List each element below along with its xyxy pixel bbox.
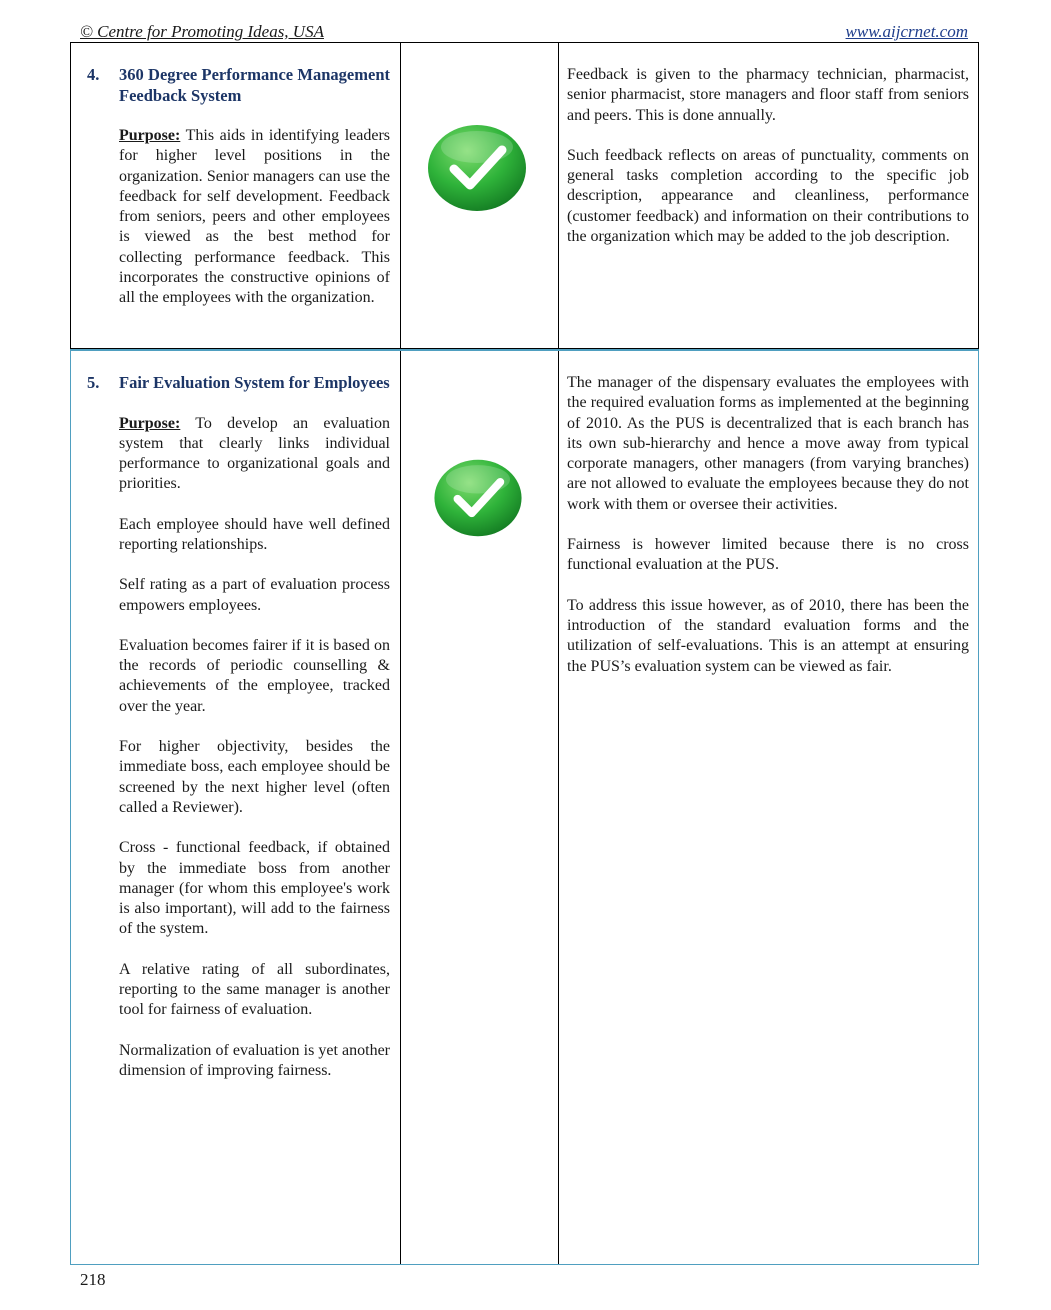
- purpose-label: Purpose:: [119, 414, 181, 432]
- comparison-table: [70, 42, 979, 1265]
- table-row: [70, 349, 979, 1265]
- journal-website-link[interactable]: www.aijcrnet.com: [845, 22, 968, 41]
- criterion-number: 4.: [87, 65, 100, 84]
- criterion-paragraph: A relative rating of all subordinates, reporting to the same manager is another tool for fairness of evaluation.: [119, 960, 390, 1019]
- criterion-title: Fair Evaluation System for Employees: [119, 373, 390, 392]
- findings-paragraph: The manager of the dispensary evaluates the employees with the required evaluation forms as implemented at the beginning of 2010. As the PUS is decentralized that is each branch has its own sub-hierarchy and hence a move away from typical corporate managers, other managers (from varying branches) are not allowed to evaluate the employees because they do not work with them or oversee their activities.: [567, 374, 969, 513]
- criterion-paragraph: Self rating as a part of evaluation process empowers employees.: [119, 576, 390, 614]
- criterion-heading: [87, 65, 390, 106]
- criterion-paragraph: Cross - functional feedback, if obtained by the immediate boss from another manager (for whom this employee's work is also important), will add to the fairness of the system.: [119, 839, 390, 938]
- findings-paragraph: Feedback is given to the pharmacy technician, pharmacist, senior pharmacist, store managers and floor staff from seniors and peers. This is done annually.: [567, 66, 969, 124]
- findings-cell: [559, 351, 978, 1264]
- criterion-title: 360 Degree Performance Management Feedback System: [119, 65, 390, 105]
- criterion-paragraph: Each employee should have well defined reporting relationships.: [119, 515, 390, 553]
- page-number: 218: [80, 1270, 106, 1289]
- purpose-paragraph: [119, 414, 390, 495]
- green-checkmark-icon: [432, 458, 524, 538]
- criterion-paragraph: For higher objectivity, besides the immediate boss, each employee should be screened by the next higher level (often called a Reviewer).: [119, 738, 390, 816]
- table-row: [70, 42, 979, 349]
- findings-paragraph: Such feedback reflects on areas of punctuality, comments on general tasks completion according to the specific job description, appearance and cleanliness, performance (customer feedback) and information on their contributions to the organization which may be added to the job description.: [567, 146, 969, 246]
- green-checkmark-icon: [427, 123, 527, 213]
- criterion-heading: [87, 373, 390, 394]
- criterion-paragraph: Evaluation becomes fairer if it is based on the records of periodic counselling & achievements of the employee, tracked over the year.: [119, 636, 390, 715]
- purpose-paragraph: [119, 126, 390, 309]
- purpose-text: This aids in identifying leaders for higher level positions in the organization. Senior managers can use the feedback for self development. Feedback from seniors, peers and other employees is viewed as the best method for collecting performance feedback. This incorporates the constructive opinions of all the employees with the organization.: [119, 127, 390, 307]
- purpose-label: Purpose:: [119, 127, 181, 144]
- running-header: [80, 22, 968, 43]
- findings-cell: [559, 43, 978, 348]
- findings-paragraph: Fairness is however limited because there is no cross functional evaluation at the PUS.: [567, 536, 969, 574]
- criterion-cell: [71, 351, 401, 1264]
- criterion-paragraph: Normalization of evaluation is yet another dimension of improving fairness.: [119, 1041, 390, 1079]
- purpose-text: To develop an evaluation system that clearly links individual performance to organizational goals and priorities.: [119, 414, 390, 493]
- criterion-number: 5.: [87, 373, 100, 392]
- findings-paragraph: To address this issue however, as of 2010, there has been the introduction of the standard evaluation forms and the utilization of self-evaluations. This is an attempt at ensuring the PUS’s evaluation system can be viewed as fair.: [567, 596, 969, 675]
- criterion-cell: [71, 43, 401, 348]
- journal-copyright: © Centre for Promoting Ideas, USA: [80, 22, 324, 41]
- status-cell: [401, 351, 559, 1264]
- status-cell: [401, 43, 559, 348]
